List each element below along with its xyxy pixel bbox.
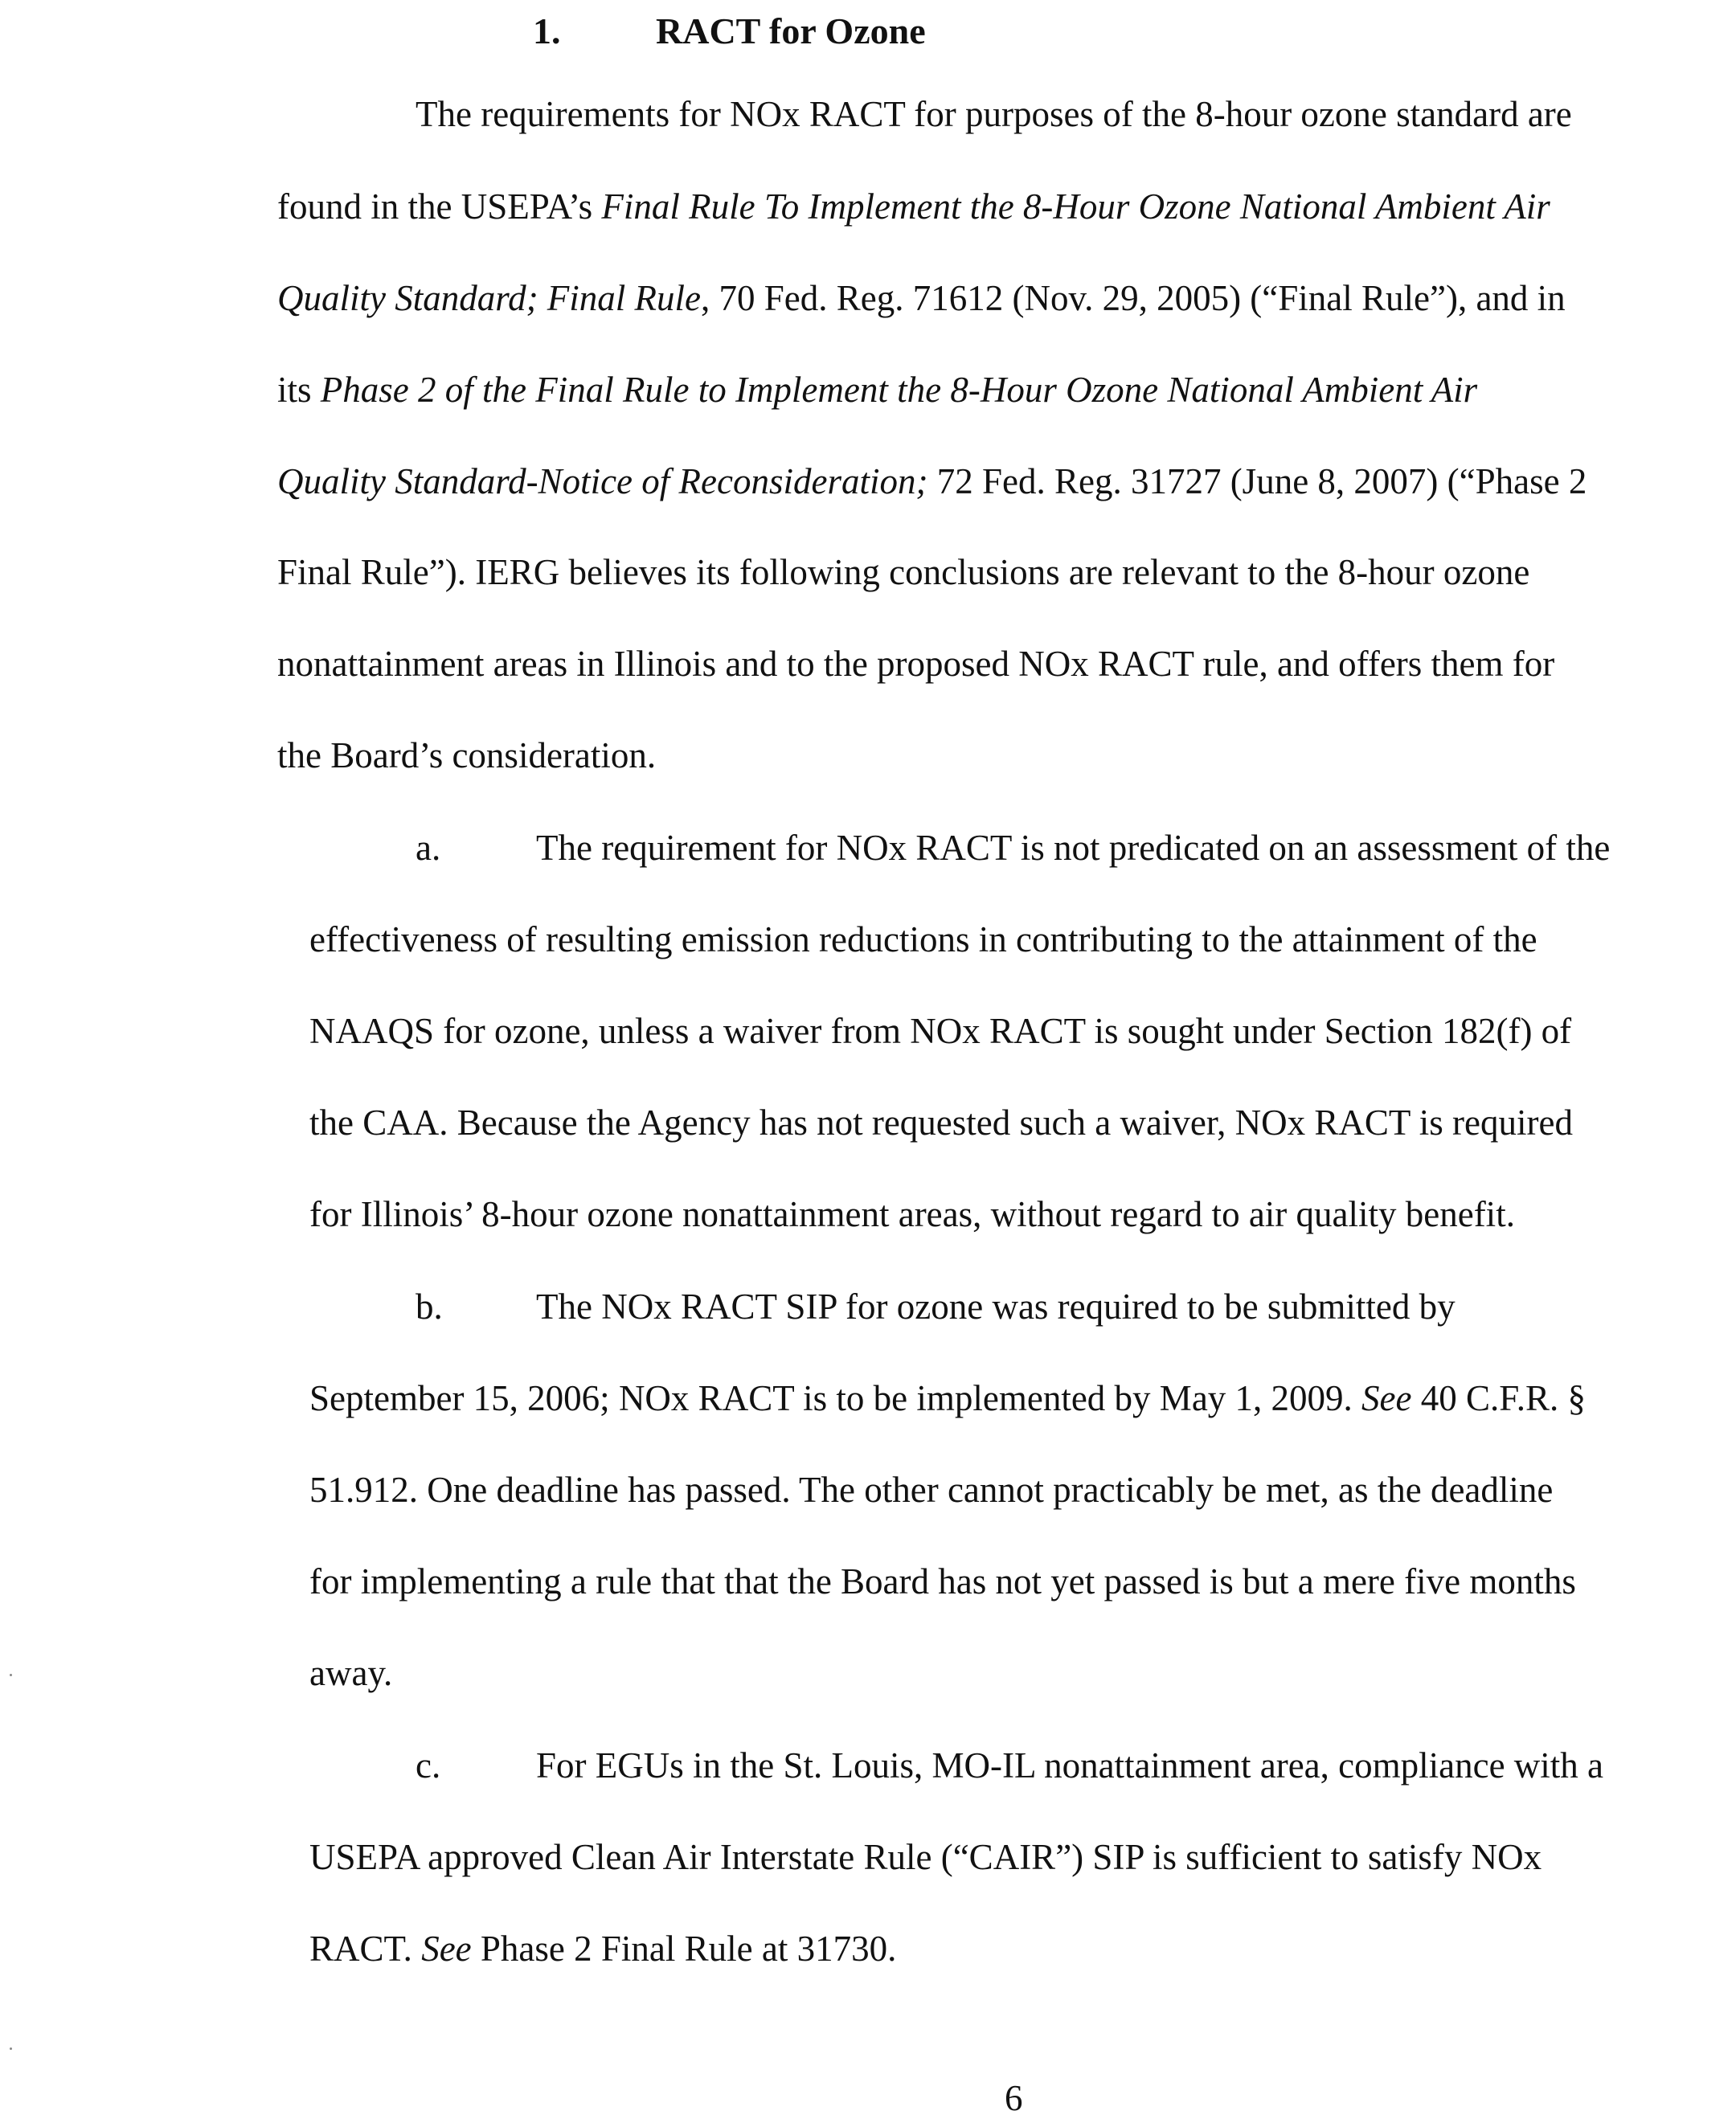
section-number: 1. [533, 10, 561, 51]
page-number: 6 [1005, 2078, 1023, 2118]
list-item-label: b. [416, 1287, 443, 1327]
paragraph-line: the Board’s consideration. [277, 735, 657, 775]
paragraph-line: its Phase 2 of the Final Rule to Implement the 8-Hour Ozone National Ambient Air [277, 370, 1478, 410]
paragraph-line: for implementing a rule that that the Board has not yet passed is but a mere five months [309, 1561, 1576, 1602]
paragraph-line: The requirements for NOx RACT for purposes of the 8-hour ozone standard are [416, 94, 1572, 134]
paragraph-line: RACT. See Phase 2 Final Rule at 31730. [309, 1929, 897, 1969]
paragraph-line: The NOx RACT SIP for ozone was required to be submitted by [536, 1287, 1456, 1327]
paragraph-line: September 15, 2006; NOx RACT is to be implemented by May 1, 2009. See 40 C.F.R. § [309, 1378, 1586, 1418]
paragraph-line: The requirement for NOx RACT is not predicated on an assessment of the [536, 828, 1611, 868]
citation-title: Quality Standard; Final Rule [277, 278, 702, 318]
paragraph-line: For EGUs in the St. Louis, MO-IL nonattainment area, compliance with a [536, 1745, 1604, 1786]
paragraph-line: away. [309, 1653, 393, 1693]
paragraph-line: NAAQS for ozone, unless a waiver from NOx RACT is sought under Section 182(f) of [309, 1011, 1572, 1051]
paragraph-line: Quality Standard; Final Rule, 70 Fed. Reg. 71612 (Nov. 29, 2005) (“Final Rule”), and in [277, 278, 1566, 318]
list-item-label: a. [416, 828, 441, 868]
paragraph-line: 51.912. One deadline has passed. The other cannot practicably be met, as the deadline [309, 1470, 1554, 1510]
section-title: RACT for Ozone [656, 10, 926, 51]
paragraph-line: effectiveness of resulting emission reductions in contributing to the attainment of the [309, 919, 1537, 959]
list-item-label: c. [416, 1745, 441, 1786]
scan-speck [10, 1674, 12, 1676]
citation-title: Quality Standard-Notice of Reconsideration; [277, 461, 928, 501]
citation-title: Phase 2 of the Final Rule to Implement the 8-Hour Ozone National Ambient Air [320, 370, 1478, 410]
paragraph-line: Final Rule”). IERG believes its following conclusions are relevant to the 8-hour ozone [277, 552, 1530, 592]
citation-title: Final Rule To Implement the 8-Hour Ozone National Ambient Air [601, 186, 1550, 227]
paragraph-line: found in the USEPA’s Final Rule To Implement the 8-Hour Ozone National Ambient Air [277, 186, 1550, 227]
scan-speck [10, 2047, 12, 2050]
paragraph-line: for Illinois’ 8-hour ozone nonattainment areas, without regard to air quality benefit. [309, 1194, 1515, 1234]
paragraph-line: USEPA approved Clean Air Interstate Rule (“CAIR”) SIP is sufficient to satisfy NOx [309, 1837, 1542, 1877]
paragraph-line: the CAA. Because the Agency has not requested such a waiver, NOx RACT is required [309, 1102, 1573, 1143]
paragraph-line: nonattainment areas in Illinois and to the proposed NOx RACT rule, and offers them for [277, 644, 1555, 684]
paragraph-line: Quality Standard-Notice of Reconsideration; 72 Fed. Reg. 31727 (June 8, 2007) (“Phase 2 [277, 461, 1587, 501]
